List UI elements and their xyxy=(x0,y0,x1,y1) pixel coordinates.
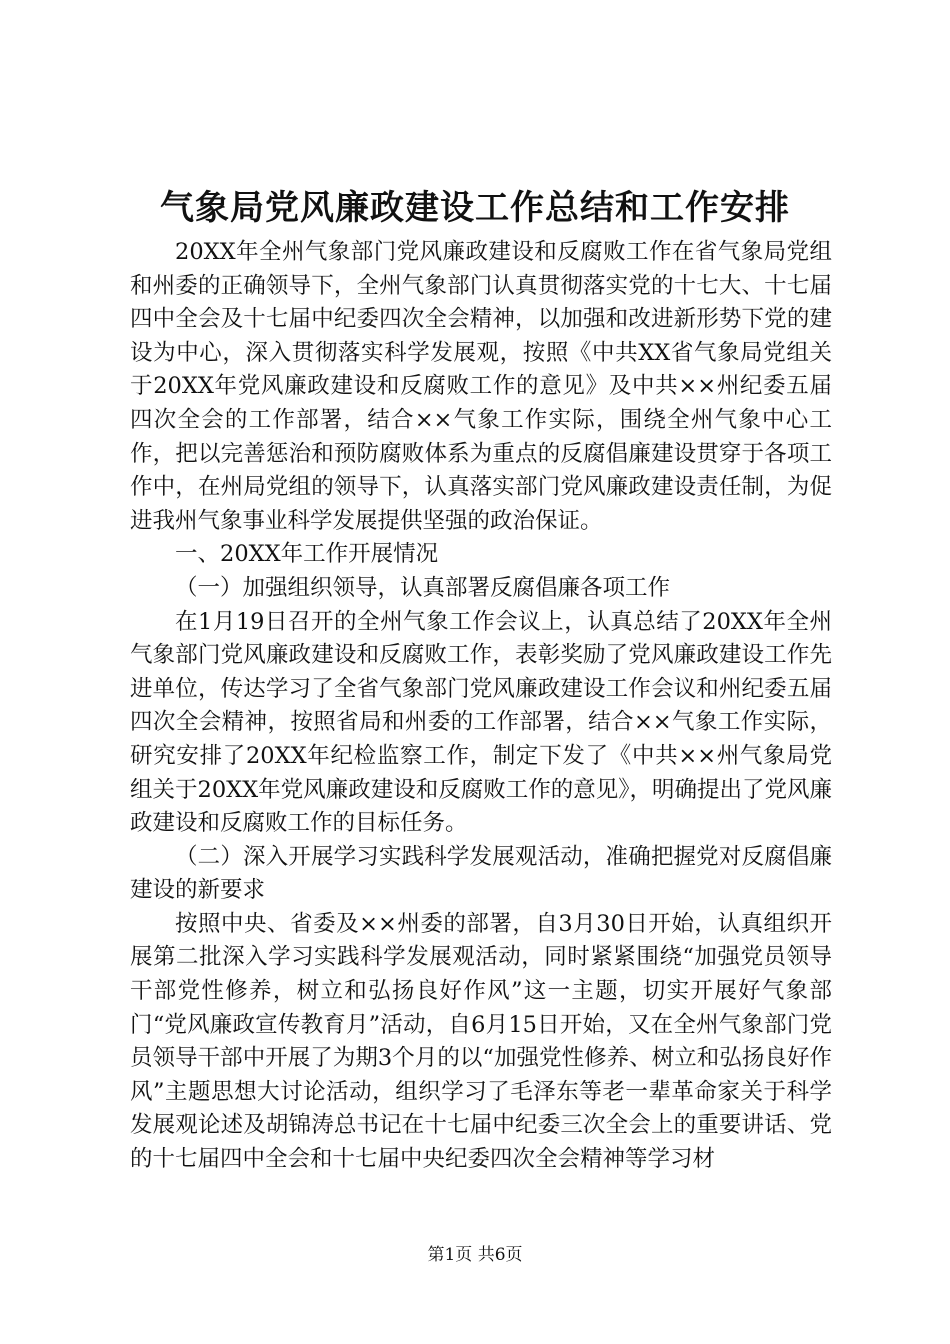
document-body xyxy=(130,236,832,1177)
section-heading-1: 一、20XX年工作开展情况 xyxy=(175,541,439,568)
paragraph-intro: 20XX年全州气象部门党风廉政建设和反腐败工作在省气象局党组和州委的正确领导下，全州气象部门认真贯彻落实党的十七大、十七届四中全会及十七届中纪委四次全会精神，以加强和改进新形势下党的建设为中心，深入贯彻落实科学发展观，按照《中共XX省气象局党组关于20XX年党风廉政建设和反腐败工作的意见》及中共××州纪委五届四次全会的工作部署，结合××气象工作实际，围绕全州气象中心工作，把以完善惩治和预防腐败体系为重点的反腐倡廉建设贯穿于各项工作中，在州局党组的领导下，认真落实部门党风廉政建设责任制，为促进我州气象事业科学发展提供坚强的政治保证。 xyxy=(130,239,832,534)
document-title: 气象局党风廉政建设工作总结和工作安排 xyxy=(160,188,790,228)
page-number-footer: 第1页 共6页 xyxy=(427,1245,523,1265)
subsection-heading-2: （二）深入开展学习实践科学发展观活动，准确把握党对反腐倡廉建设的新要求 xyxy=(130,843,832,904)
subsection-heading-1: （一）加强组织领导，认真部署反腐倡廉各项工作 xyxy=(175,574,671,601)
paragraph-1: 在1月19日召开的全州气象工作会议上，认真总结了20XX年全州气象部门党风廉政建设和反腐败工作，表彰奖励了党风廉政建设工作先进单位，传达学习了全省气象部门党风廉政建设工作会议和州纪委五届四次全会精神，按照省局和州委的工作部署，结合××气象工作实际，研究安排了20XX年纪检监察工作，制定下发了《中共××州气象局党组关于20XX年党风廉政建设和反腐败工作的意见》，明确提出了党风廉政建设和反腐败工作的目标任务。 xyxy=(130,608,832,837)
paragraph-2: 按照中央、省委及××州委的部署，自3月30日开始，认真组织开展第二批深入学习实践科学发展观活动，同时紧紧围绕“加强党员领导干部党性修养，树立和弘扬良好作风”这一主题，切实开展好气象部门“党风廉政宣传教育月”活动，自6月15日开始，又在全州气象部门党员领导干部中开展了为期3个月的以“加强党性修养、树立和弘扬良好作风”主题思想大讨论活动，组织学习了毛泽东等老一辈革命家关于科学发展观论述及胡锦涛总书记在十七届中纪委三次全会上的重要讲话、党的十七届四中全会和十七届中央纪委四次全会精神等学习材 xyxy=(130,910,832,1173)
